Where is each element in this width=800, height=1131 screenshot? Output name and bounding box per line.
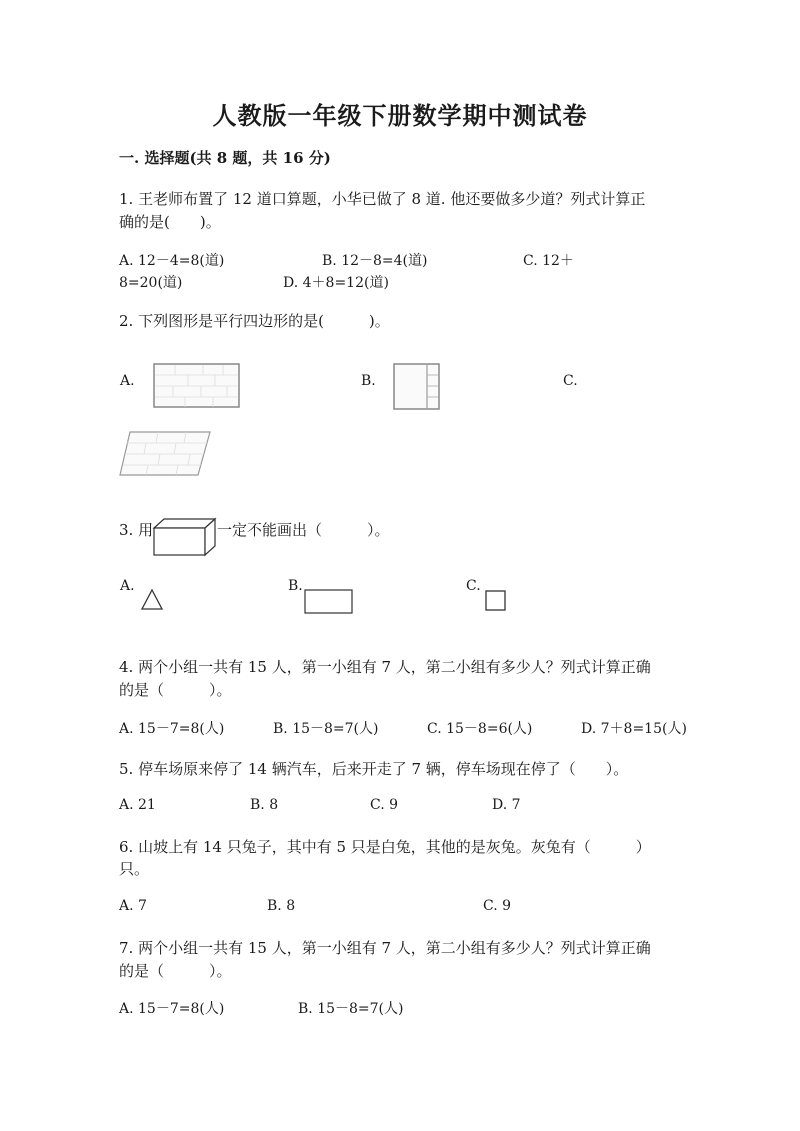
q6-text-line1: 6. 山坡上有 14 只兔子，其中有 5 只是白兔，其他的是灰兔。灰兔有（ ） [119, 838, 651, 856]
q4-option-c[interactable]: C. 15－8=6(人) [427, 721, 533, 737]
q4-option-a[interactable]: A. 15－7=8(人) [119, 721, 225, 737]
q5-text: 5. 停车场原来停了 14 辆汽车，后来开走了 7 辆，停车场现在停了（ ）。 [119, 760, 629, 778]
q6-text-line2: 只。 [119, 860, 150, 878]
q7-text-line2: 的是（ ）。 [119, 962, 232, 980]
q1-text-line1: 1. 王老师布置了 12 道口算题，小华已做了 8 道. 他还要做多少道？列式计算正 [119, 190, 646, 208]
cuboid-figure [152, 517, 218, 557]
q4-text-line2: 的是（ ）。 [119, 681, 232, 699]
q1-text-line2: 确的是( )。 [119, 213, 221, 231]
page-title: 人教版一年级下册数学期中测试卷 [212, 101, 588, 130]
q1-option-c-cont: 8=20(道) [119, 275, 183, 291]
q3-text-suffix: 一定不能画出（ ）。 [217, 521, 390, 539]
q1-option-d[interactable]: D. 4＋8=12(道) [283, 275, 389, 291]
q2-option-b[interactable]: B. [361, 373, 376, 389]
parallelogram-wall-figure [118, 430, 212, 478]
triangle-icon [140, 588, 164, 612]
q1-option-a[interactable]: A. 12－4=8(道) [119, 253, 225, 269]
q6-option-a[interactable]: A. 7 [119, 898, 147, 914]
q7-text-line1: 7. 两个小组一共有 15 人，第一小组有 7 人，第二小组有多少人？列式计算正确 [119, 939, 651, 957]
q2-option-a[interactable]: A. [120, 373, 135, 389]
rectangle-icon [304, 589, 354, 615]
square-icon [485, 590, 507, 612]
q6-option-b[interactable]: B. 8 [267, 898, 296, 914]
section-heading: 一. 选择题(共 8 题，共 16 分) [119, 149, 331, 167]
q7-option-a[interactable]: A. 15－7=8(人) [119, 1001, 225, 1017]
q2-option-c[interactable]: C. [563, 373, 578, 389]
q3-text-prefix: 3. 用 [119, 521, 154, 539]
q5-option-c[interactable]: C. 9 [370, 797, 399, 813]
q3-option-b[interactable]: B. [288, 578, 303, 594]
q3-option-a[interactable]: A. [120, 578, 135, 594]
q1-option-c[interactable]: C. 12＋ [523, 253, 574, 269]
q4-option-d[interactable]: D. 7＋8=15(人) [581, 721, 687, 737]
q4-text-line1: 4. 两个小组一共有 15 人，第一小组有 7 人，第二小组有多少人？列式计算正确 [119, 658, 651, 676]
q6-option-c[interactable]: C. 9 [483, 898, 512, 914]
q3-option-c[interactable]: C. [466, 578, 481, 594]
q7-option-b[interactable]: B. 15－8=7(人) [298, 1001, 404, 1017]
square-window-figure [393, 363, 441, 411]
q5-option-a[interactable]: A. 21 [119, 797, 156, 813]
rectangle-wall-figure [153, 363, 241, 409]
q5-option-d[interactable]: D. 7 [492, 797, 521, 813]
q2-text: 2. 下列图形是平行四边形的是( )。 [119, 312, 390, 330]
q1-option-b[interactable]: B. 12－8=4(道) [322, 253, 428, 269]
q5-option-b[interactable]: B. 8 [250, 797, 279, 813]
q4-option-b[interactable]: B. 15－8=7(人) [273, 721, 379, 737]
